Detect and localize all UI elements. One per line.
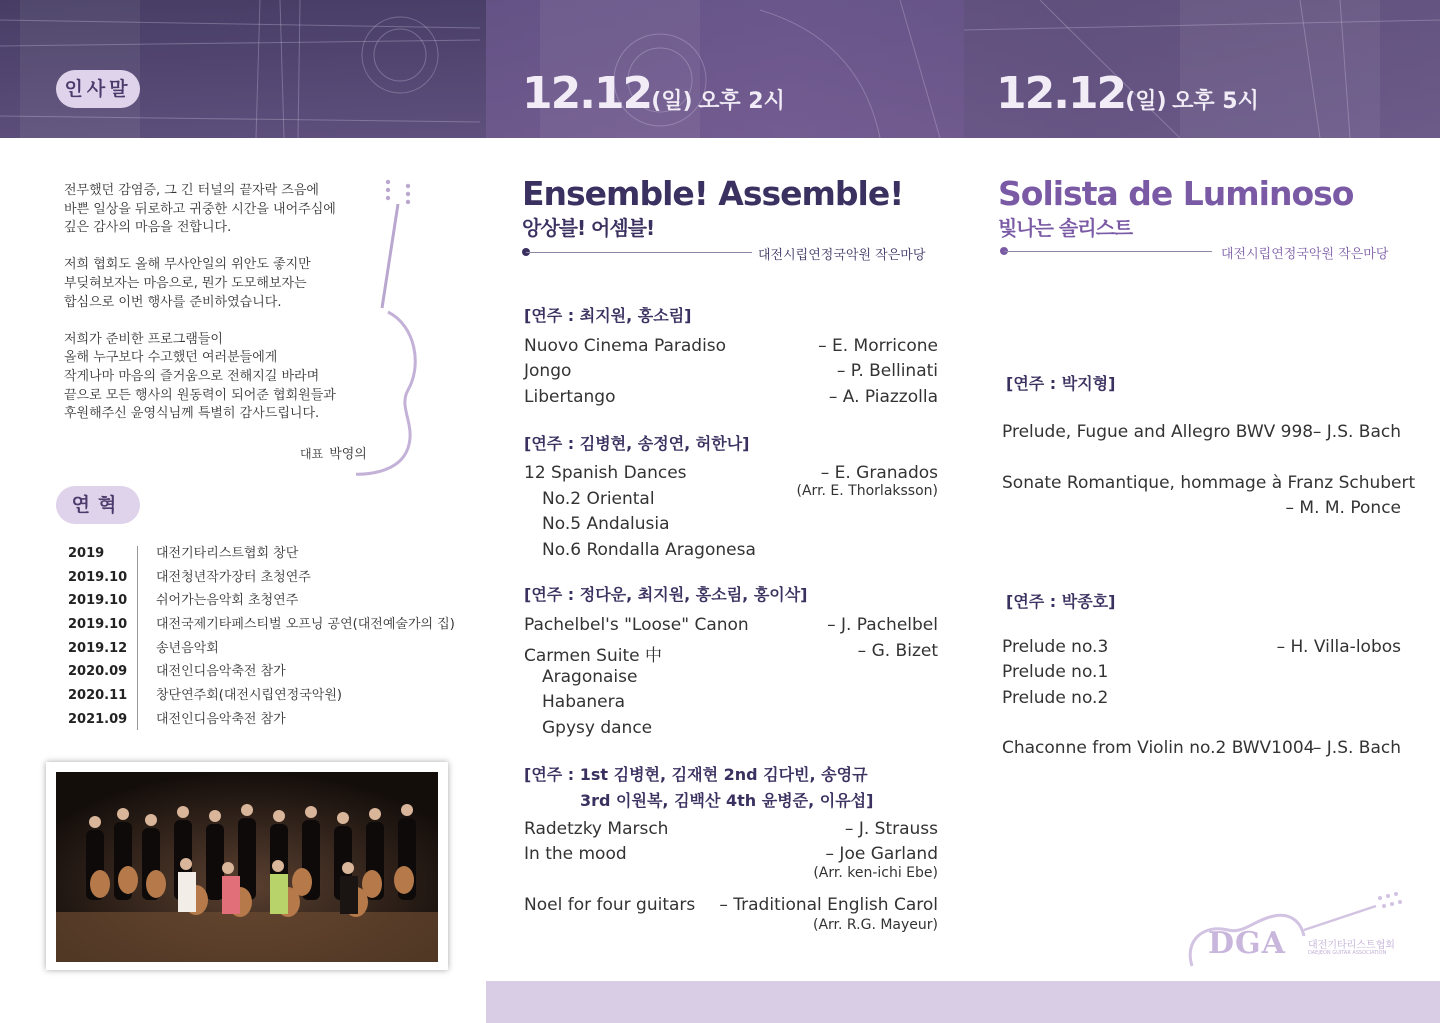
piece-composer: – J. Pachelbel bbox=[827, 615, 938, 635]
list-item bbox=[68, 639, 488, 663]
history-year: 2019.12 bbox=[68, 640, 128, 656]
piece-arranger: (Arr. R.G. Mayeur) bbox=[813, 917, 938, 933]
history-year: 2019.10 bbox=[68, 569, 128, 585]
concert1-venue-line bbox=[526, 252, 752, 253]
piece-title: Sonate Romantique, hommage à Franz Schubert bbox=[1002, 473, 1416, 493]
piece-title: Jongo bbox=[524, 361, 572, 381]
piece-composer: – H. Villa-lobos bbox=[1276, 637, 1401, 657]
piece-title: Prelude no.1 bbox=[1002, 662, 1109, 682]
piece-title: Nuovo Cinema Paradiso bbox=[524, 336, 727, 356]
concert2-venue: 대전시립연정국악원 작은마당 bbox=[1221, 247, 1389, 262]
piece-composer: – E. Morricone bbox=[818, 336, 938, 356]
concert1-subtitle: 앙상블! 어셈블! bbox=[522, 216, 655, 240]
greeting-paragraph: 저희 협회도 올해 무사안일의 위안도 좋지만 부딪혀보자는 마음으로, 뭔가 도모해보자는 합심으로 이번 행사를 준비하였습니다. bbox=[64, 257, 311, 310]
logo-mark: DGA bbox=[1208, 926, 1286, 961]
history-text: 대전인디음악축전 참가 bbox=[156, 664, 286, 680]
history-year: 2020.11 bbox=[68, 688, 128, 704]
signature-name: 박영의 bbox=[329, 447, 367, 462]
history-text: 송년음악회 bbox=[156, 640, 219, 656]
piece-title: Radetzky Marsch bbox=[524, 819, 669, 839]
piece-title: Carmen Suite 中 bbox=[524, 646, 662, 666]
list-item bbox=[68, 544, 488, 568]
history-year: 2019.10 bbox=[68, 617, 128, 633]
piece-title: 12 Spanish Dances bbox=[524, 463, 687, 483]
concert1-date-day: 12.12 bbox=[522, 68, 652, 119]
piece-title: Habanera bbox=[542, 692, 626, 712]
concert1-performers-4-line2 bbox=[580, 788, 873, 811]
performer-text: [연주 : 박종호] bbox=[1006, 592, 1116, 611]
piece-title: Noel for four guitars bbox=[524, 895, 696, 915]
history-year: 2021.09 bbox=[68, 711, 128, 727]
group-photo bbox=[56, 772, 438, 962]
history-label: 연혁 bbox=[56, 486, 140, 524]
piece-title: Libertango bbox=[524, 387, 616, 407]
greeting-paragraph: 전무했던 감염증, 그 긴 터널의 끝자락 즈음에 바쁜 일상을 뒤로하고 귀중한 시간을 내어주심에 깊은 감사의 마음을 전합니다. bbox=[64, 183, 336, 236]
piece-composer: – Traditional English Carol bbox=[719, 895, 938, 915]
list-item bbox=[68, 662, 488, 686]
piece-title: In the mood bbox=[524, 844, 627, 864]
performer-text: [연주 : 최지원, 홍소림] bbox=[524, 306, 692, 325]
logo-name-kr: 대전기타리스트협회 bbox=[1308, 940, 1395, 951]
concert2-date bbox=[996, 68, 1259, 119]
greeting-text bbox=[64, 182, 384, 442]
piece-arranger: (Arr. E. Thorlaksson) bbox=[796, 483, 938, 499]
group-photo-illustration bbox=[56, 772, 438, 962]
piece-title: No.5 Andalusia bbox=[542, 514, 670, 534]
performer-text: [연주 : 박지형] bbox=[1006, 374, 1116, 393]
greeting-paragraph: 저희가 준비한 프로그램들이 올해 누구보다 수고했던 여러분들에게 작게나마 마음의 즐거움으로 전해지길 바라며 끝으로 모든 행사의 원동력이 되어준 협회원들과 후원해주신 윤영식님께 특별히 감사드립니다. bbox=[64, 331, 336, 422]
concert1-date bbox=[522, 68, 785, 119]
piece-title: No.2 Oriental bbox=[542, 489, 655, 509]
history-year: 2019.10 bbox=[68, 593, 128, 609]
performer-text: [연주 : 김병현, 송정연, 허한나] bbox=[524, 434, 750, 453]
history-text: 대전청년작가장터 초청연주 bbox=[156, 569, 311, 585]
guitar-outline-icon bbox=[356, 176, 426, 482]
concert1-title: Ensemble! Assemble! bbox=[522, 174, 904, 213]
concert2-date-weekday: (일) bbox=[1125, 89, 1167, 114]
piece-title: Pachelbel's "Loose" Canon bbox=[524, 615, 749, 635]
piece-composer: – M. M. Ponce bbox=[1285, 498, 1401, 518]
concert2-date-time: 오후 5시 bbox=[1172, 89, 1259, 114]
greeting-label: 인사말 bbox=[56, 70, 140, 108]
piece-composer: – A. Piazzolla bbox=[828, 387, 938, 407]
concert1-performers-3 bbox=[524, 582, 808, 605]
concert2-performers-2 bbox=[1006, 589, 1115, 612]
history-text: 대전기타리스트협회 창단 bbox=[156, 546, 299, 561]
list-item bbox=[68, 591, 488, 615]
piece-composer: – E. Granados bbox=[820, 463, 938, 483]
concert2-title: Solista de Luminoso bbox=[998, 174, 1354, 213]
concert1-performers-2 bbox=[524, 431, 749, 454]
concert2-date-day: 12.12 bbox=[996, 68, 1126, 119]
concert2-subtitle: 빛나는 솔리스트 bbox=[998, 216, 1133, 240]
concert1-date-weekday: (일) bbox=[651, 89, 693, 114]
history-year: 2019 bbox=[68, 546, 105, 561]
performer-text: 3rd 이원복, 김백산 4th 윤병준, 이유섭] bbox=[580, 791, 874, 810]
history-text: 창단연주회(대전시립연정국악원) bbox=[156, 688, 342, 704]
piece-title: No.6 Rondalla Aragonesa bbox=[542, 540, 756, 560]
concert2-venue-line bbox=[1004, 251, 1212, 252]
concert1-performers-4 bbox=[524, 762, 868, 785]
concert2-performers-1 bbox=[1006, 371, 1115, 394]
bottom-bar bbox=[486, 981, 1440, 1023]
piece-arranger: (Arr. ken-ichi Ebe) bbox=[813, 865, 938, 881]
piece-title: Gpysy dance bbox=[542, 718, 653, 738]
piece-title: Prelude, Fugue and Allegro BWV 998 bbox=[1002, 422, 1314, 442]
history-list bbox=[68, 544, 488, 734]
concert1-venue: 대전시립연정국악원 작은마당 bbox=[758, 248, 926, 263]
piece-composer: – Joe Garland bbox=[825, 844, 938, 864]
piece-title: Prelude no.2 bbox=[1002, 688, 1109, 708]
list-item bbox=[68, 686, 488, 710]
history-year: 2020.09 bbox=[68, 664, 128, 680]
history-text: 대전국제기타페스티벌 오프닝 공연(대전예술가의 집) bbox=[156, 617, 455, 633]
piece-composer: – G. Bizet bbox=[857, 641, 938, 661]
piece-title: Prelude no.3 bbox=[1002, 637, 1109, 657]
signature-role: 대표 bbox=[300, 447, 324, 461]
logo-name-en: DAEJEON GUITAR ASSOCIATION bbox=[1308, 950, 1387, 956]
performer-text: [연주 : 1st 김병현, 김재현 2nd 김다빈, 송영규 bbox=[524, 765, 868, 784]
list-item bbox=[68, 568, 488, 592]
performer-text: [연주 : 정다운, 최지원, 홍소림, 홍이삭] bbox=[524, 585, 808, 604]
piece-composer: – J.S. Bach bbox=[1312, 738, 1401, 758]
concert1-performers-1 bbox=[524, 303, 691, 326]
concert1-date-time: 오후 2시 bbox=[698, 89, 785, 114]
piece-composer: – J.S. Bach bbox=[1312, 422, 1401, 442]
history-text: 쉬어가는음악회 초청연주 bbox=[156, 593, 299, 609]
list-item bbox=[68, 615, 488, 639]
piece-composer: – P. Bellinati bbox=[836, 361, 938, 381]
history-text: 대전인디음악축전 참가 bbox=[156, 711, 286, 727]
piece-composer: – J. Strauss bbox=[844, 819, 938, 839]
piece-title: Aragonaise bbox=[542, 667, 638, 687]
piece-title: Chaconne from Violin no.2 BWV1004 bbox=[1002, 738, 1315, 758]
list-item bbox=[68, 710, 488, 734]
group-photo-frame bbox=[46, 762, 448, 970]
